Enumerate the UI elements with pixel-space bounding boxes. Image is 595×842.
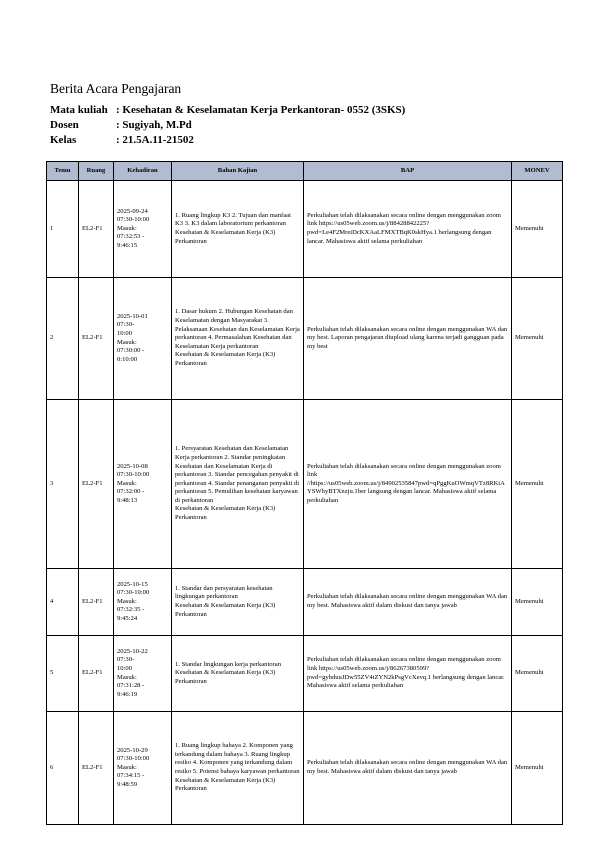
table-row [47,569,563,636]
bahan-kajian-cell-text: 1. Dasar hukum 2. Hubungan Kesehatan dan Keselamatan dengan Masyarakat 3. Pelaksanaan Kesehatan dan Keselamatan Kerja perkantoran 4. Permasalahan Kesehatan dan Keselamatan Kerja perkantoran Kesehatan & Keselamatan Kerja (K3) Perkantoran [175,308,300,367]
meta-lecturer [50,119,192,132]
bahan-kajian-cell-text: 1. Standar dan persyaratan kesehatan lingkungan perkantoran Kesehatan & Keselamatan Kerja (K3) Perkantoran [175,584,276,618]
ruang-cell [79,569,114,636]
temu-cell [47,181,79,278]
meta-class [50,134,194,147]
temu-cell [47,712,79,825]
kehadiran-cell-text: 2025-10-01 07:30- 10:00 Masuk: 07:30:00 - 0:10:00 [117,312,148,363]
table-header-row [47,162,563,181]
monev-cell-text: Memenuhi [515,669,544,677]
temu-cell [47,400,79,569]
table-row [47,181,563,278]
monev-cell [512,712,563,825]
bap-table [46,161,563,825]
meta-class-value: : 21.5A.11-21502 [116,134,194,146]
bap-cell-text: Perkuliahan telah dilaksanakan secara online dengan menggunakan WA dan my best. Mahasiswa aktif dalam diskusi dan tanya jawab [307,593,508,609]
ruang-cell [79,278,114,400]
bap-cell [304,181,512,278]
bahan-kajian-cell [172,278,304,400]
bahan-kajian-cell-text: 1. Persyaratan Kesehatan dan Keselamatan Kerja perkantoran 2. Standar peningkatan Kesehatan dan Keselamatan Kerja di perkantoran 3. Standar pencegahan penyakit di perkantoran 4. Standar penanganan penyakit di perkantoran 5. Pemulihan kesehatan karyawan di perkantoran Kesehatan & Keselamatan Kerja (K3) Perkantoran [175,445,300,522]
kehadiran-cell [114,181,172,278]
kehadiran-cell-text: 2025-10-29 07:30-10:00 Masuk: 07:34:15 - 9:48:59 [117,746,150,788]
monev-cell-text: Memenuhi [515,224,544,232]
ruang-cell [79,636,114,712]
kehadiran-cell [114,712,172,825]
header-bap: BAP [304,162,512,181]
kehadiran-cell-text: 2025-10-08 07:30-10:00 Masuk: 07:32:00 - 9:48:13 [117,462,150,504]
bap-cell-text: Perkuliahan telah dilaksanakan secara online dengan menggunakan zoom link https://us05web.zoom.us/j/88428842225?pwd=Le4F2MreiDcKXAaLFMXTBqK0skHya.1 berlangsung dengan lancar. Mahasiswa aktif selama perkuliahan [307,211,501,245]
meta-lecturer-key: Dosen [50,119,79,131]
bahan-kajian-cell [172,712,304,825]
bahan-kajian-cell-text: 1. Ruang lingkup K3 2. Tujuan dan manfaat K3 3. K3 dalam laboratorium perkantoran Kesehatan & Keselamatan Kerja (K3) Perkantoran [175,211,291,245]
ruang-cell [79,712,114,825]
ruang-cell-text: EL2-F1 [82,763,103,771]
bap-cell [304,278,512,400]
kehadiran-cell-text: 2025-10-22 07:30- 10:00 Masuk: 07:31:28 - 9:46:19 [117,647,148,698]
ruang-cell [79,400,114,569]
ruang-cell [79,181,114,278]
table-row [47,712,563,825]
kehadiran-cell [114,636,172,712]
bahan-kajian-cell-text: 1. Ruang lingkup bahaya 2. Komponen yang terkandung dalam bahaya 3. Ruang lingkup resiko 4. Komponen yang terkandung dalam resiko 5. Potensi bahaya karyawan perkantoran Kesehatan & Keselamatan Kerja (K3) Perkantoran [175,742,300,793]
monev-cell-text: Memenuhi [515,597,544,605]
monev-cell-text: Memenuhi [515,763,544,771]
monev-cell-text: Memenuhi [515,334,544,342]
kehadiran-cell [114,278,172,400]
bahan-kajian-cell [172,400,304,569]
temu-cell-text: 2 [50,334,54,342]
bap-cell-text: Perkuliahan telah dilaksanakan secara online dengan menggunakan zoom link https://us05web.zoom.us/j/86267380599?pwd=gyhduuJDw55ZV4tZYN2kPsgVcXevq.1 berlangsung dengan lancar. Mahasiswa aktif selama perkuliahan [307,656,505,690]
kehadiran-cell [114,400,172,569]
kehadiran-cell [114,569,172,636]
ruang-cell-text: EL2-F1 [82,597,103,605]
table-row [47,278,563,400]
kehadiran-cell-text: 2025-09-24 07:30-10:00 Masuk: 07:32:53 - 9:46:15 [117,207,150,249]
header-temu: Temu [47,162,79,181]
temu-cell-text: 6 [50,763,54,771]
temu-cell-text: 5 [50,669,54,677]
ruang-cell-text: EL2-F1 [82,669,103,677]
header-monev: MONEV [512,162,563,181]
meta-lecturer-value: : Sugiyah, M.Pd [116,119,192,131]
monev-cell [512,181,563,278]
monev-cell [512,400,563,569]
header-ruang: Ruang [79,162,114,181]
monev-cell [512,278,563,400]
ruang-cell-text: EL2-F1 [82,479,103,487]
bap-cell [304,400,512,569]
header-kehadiran: Kehadiran [114,162,172,181]
ruang-cell-text: EL2-F1 [82,224,103,232]
temu-cell [47,569,79,636]
page-title: Berita Acara Pengajaran [50,81,182,96]
header-bahan-kajian: Bahan Kajian [172,162,304,181]
temu-cell-text: 4 [50,597,54,605]
bahan-kajian-cell [172,569,304,636]
bap-cell [304,569,512,636]
bap-cell [304,712,512,825]
meta-course [50,104,405,117]
ruang-cell-text: EL2-F1 [82,334,103,342]
monev-cell [512,569,563,636]
temu-cell-text: 3 [50,479,54,487]
meta-course-value: : Kesehatan & Keselamatan Kerja Perkantoran- 0552 (3SKS) [116,104,406,116]
meta-course-key: Mata kuliah [50,104,108,116]
bahan-kajian-cell [172,636,304,712]
monev-cell [512,636,563,712]
table-row [47,400,563,569]
temu-cell [47,278,79,400]
table-row [47,636,563,712]
bap-cell [304,636,512,712]
bahan-kajian-cell-text: 1. Standar lingkungan kerja perkantoran Kesehatan & Keselamatan Kerja (K3) Perkantoran [175,660,282,685]
monev-cell-text: Memenuhi [515,479,544,487]
bap-cell-text: Perkuliahan telah dilaksanakan secara online dengan menggunakan WA dan my best. Laporan pengajaran diupload ulang karena terjadi gangguan pada my best [307,325,508,350]
temu-cell [47,636,79,712]
meta-class-key: Kelas [50,134,77,146]
kehadiran-cell-text: 2025-10-15 07:30-10:00 Masuk: 07:32:35 - 9:45:24 [117,580,150,622]
bap-cell-text: Perkuliahan telah dilaksanakan secara online dengan menggunakan zoom link //https://us05web.zoom.us/j/84902535847pwd=qPggKuOWmqVTz8RKiAYSWhyBTXnzju.1ber langsung dengan lancar. Mahasiswa aktif selama perkuliahan [307,462,505,504]
bap-cell-text: Perkuliahan telah dilaksanakan secara online dengan menggunakan WA dan my best. Mahasiswa aktif dalam diskusi dan tanya jawab [307,759,508,775]
bahan-kajian-cell [172,181,304,278]
temu-cell-text: 1 [50,224,54,232]
